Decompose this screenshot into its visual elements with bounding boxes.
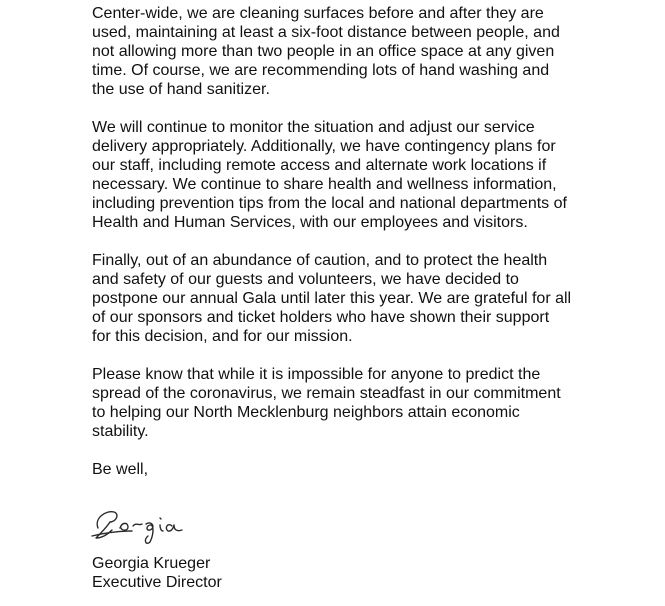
paragraph-line: Health and Human Services, with our employees and visitors. bbox=[92, 214, 528, 231]
paragraph-line: the use of hand sanitizer. bbox=[92, 81, 270, 98]
paragraph-line: necessary. We continue to share health and wellness information, bbox=[92, 176, 557, 193]
paragraph-line: postpone our annual Gala until later this year. We are grateful for all bbox=[92, 290, 572, 307]
paragraph-line: delivery appropriately. Additionally, we have contingency plans for bbox=[92, 138, 556, 155]
paragraph bbox=[92, 365, 652, 441]
paragraph-line: of our sponsors and ticket holders who have shown their support bbox=[92, 309, 550, 326]
paragraph-line: used, maintaining at least a six-foot distance between people, and bbox=[92, 24, 560, 41]
paragraph-line: spread of the coronavirus, we remain steadfast in our commitment bbox=[92, 385, 561, 402]
paragraph-line: Please know that while it is impossible for anyone to predict the bbox=[92, 366, 541, 383]
paragraph-line: for this decision, and for our mission. bbox=[92, 328, 353, 345]
paragraph-line: We will continue to monitor the situation and adjust our service bbox=[92, 119, 535, 136]
paragraph-line: not allowing more than two people in an office space at any given bbox=[92, 43, 555, 60]
signer-title: Executive Director bbox=[92, 574, 222, 591]
paragraph-line: to helping our North Mecklenburg neighbors attain economic bbox=[92, 404, 520, 421]
signer-name: Georgia Krueger bbox=[92, 555, 211, 572]
closing: Be well, bbox=[92, 461, 149, 478]
paragraph-line: Finally, out of an abundance of caution, and to protect the health bbox=[92, 252, 548, 269]
paragraph bbox=[92, 118, 652, 232]
paragraph-line: our staff, including remote access and alternate work locations if bbox=[92, 157, 547, 174]
paragraph bbox=[92, 4, 652, 99]
paragraph-line: Center-wide, we are cleaning surfaces before and after they are bbox=[92, 5, 544, 22]
paragraph-line: stability. bbox=[92, 423, 149, 440]
paragraph-line: time. Of course, we are recommending lots of hand washing and bbox=[92, 62, 550, 79]
letter-body bbox=[92, 4, 652, 592]
letter-paragraphs bbox=[92, 4, 652, 441]
paragraph-line: including prevention tips from the local and national departments of bbox=[92, 195, 567, 212]
paragraph bbox=[92, 251, 652, 346]
paragraph-line: and safety of our guests and volunteers, we have decided to bbox=[92, 271, 519, 288]
handwritten-signature bbox=[88, 498, 218, 546]
